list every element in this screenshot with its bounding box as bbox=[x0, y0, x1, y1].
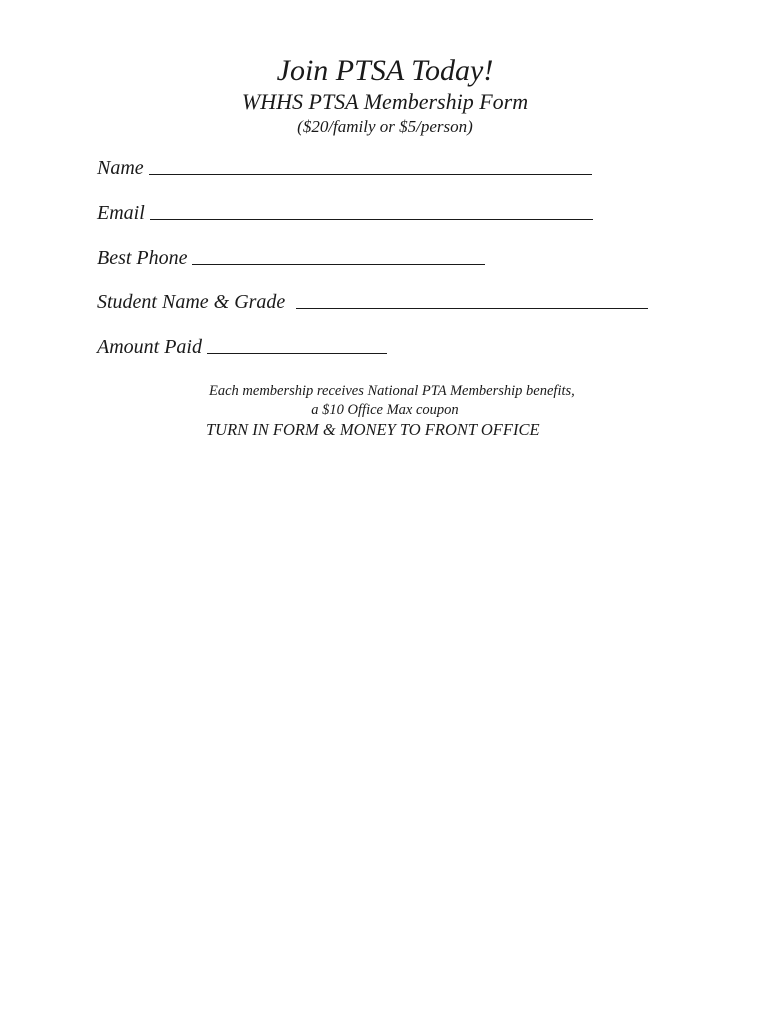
phone-field-row bbox=[97, 247, 485, 270]
phone-label: Best Phone bbox=[97, 247, 188, 269]
form-subtitle: WHHS PTSA Membership Form bbox=[241, 89, 529, 114]
form-title: Join PTSA Today! bbox=[276, 54, 494, 87]
benefits-note-line-2: a $10 Office Max coupon bbox=[311, 402, 459, 418]
name-field-row bbox=[97, 157, 592, 180]
amount-field-row bbox=[97, 336, 387, 359]
student-blank-line[interactable] bbox=[296, 307, 648, 309]
amount-blank-line[interactable] bbox=[207, 352, 387, 354]
name-blank-line[interactable] bbox=[149, 173, 592, 175]
email-field-row bbox=[97, 202, 593, 225]
turn-in-instruction: TURN IN FORM & MONEY TO FRONT OFFICE bbox=[206, 420, 540, 439]
email-label: Email bbox=[97, 202, 145, 224]
student-field-row bbox=[97, 291, 648, 314]
membership-price: ($20/family or $5/person) bbox=[297, 117, 473, 136]
student-label: Student Name & Grade bbox=[97, 291, 286, 313]
amount-label: Amount Paid bbox=[97, 336, 202, 358]
name-label: Name bbox=[97, 157, 144, 179]
benefits-note-line-1: Each membership receives National PTA Membership benefits, bbox=[209, 383, 575, 399]
phone-blank-line[interactable] bbox=[192, 263, 485, 265]
email-blank-line[interactable] bbox=[150, 218, 593, 220]
